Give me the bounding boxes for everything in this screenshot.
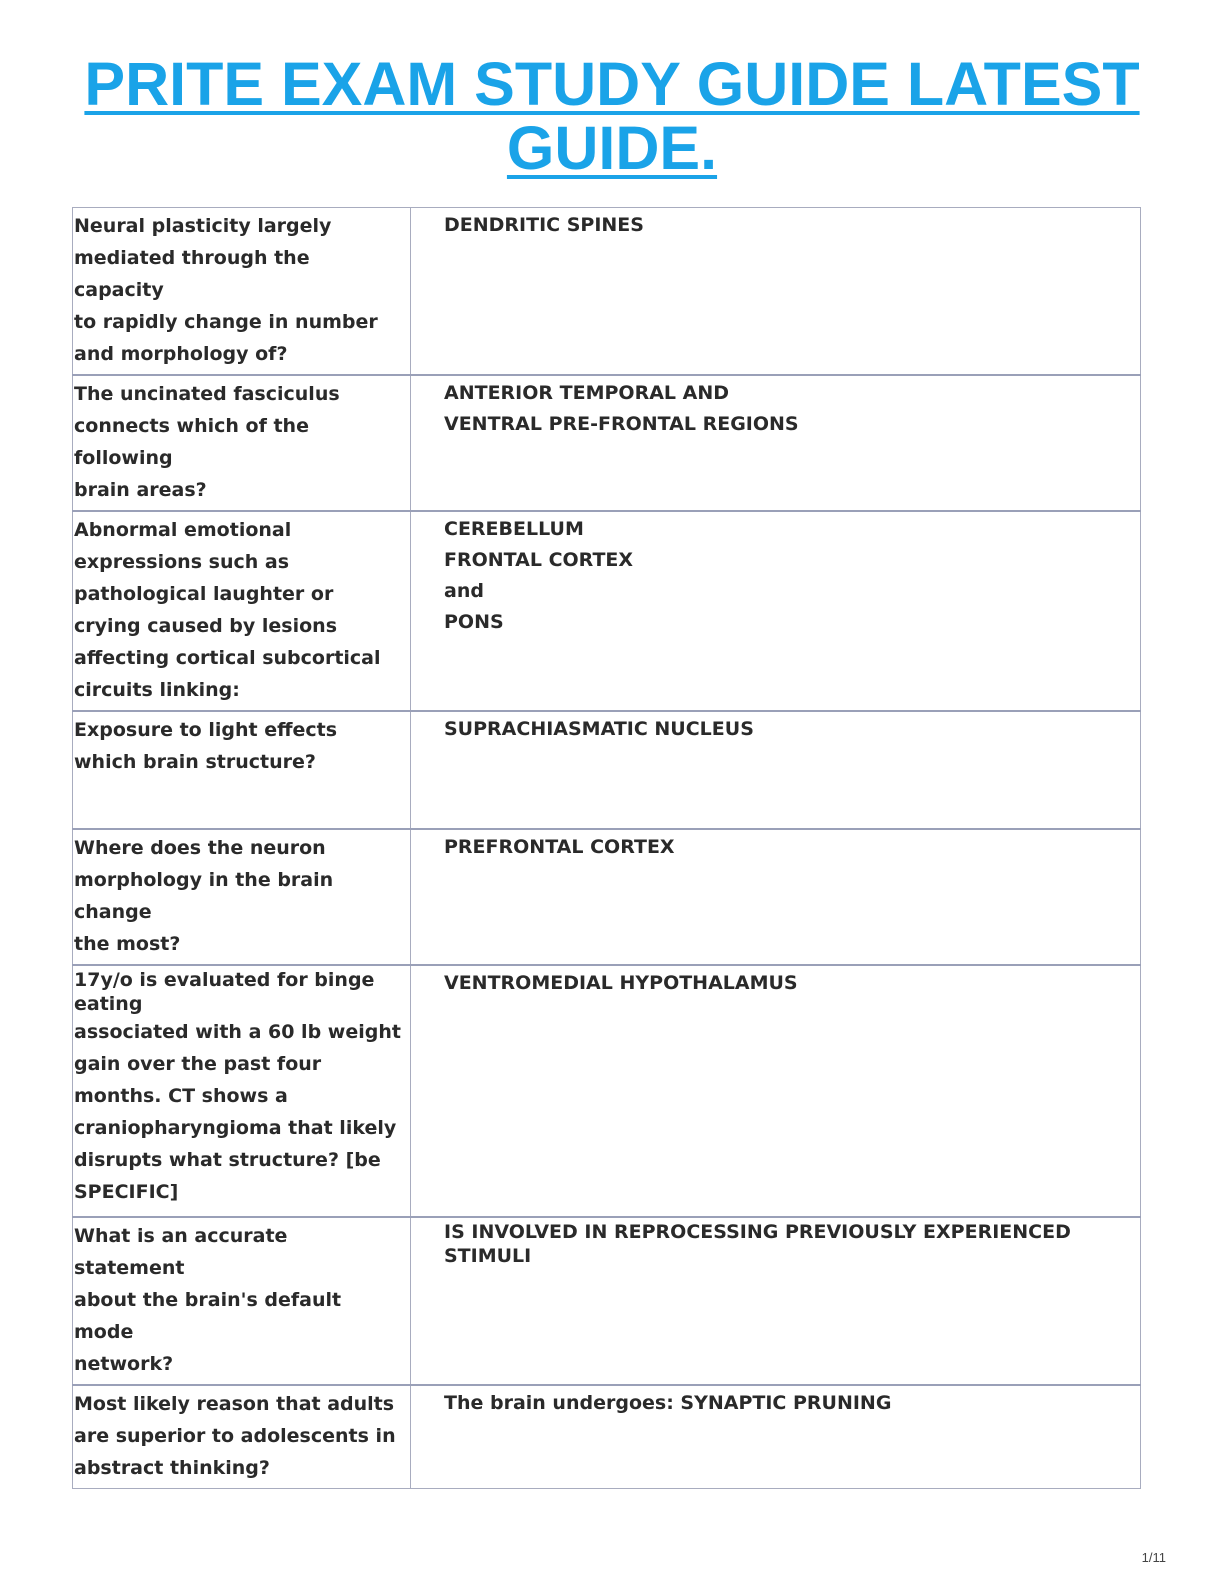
question-text: expressions such as xyxy=(74,551,290,573)
question-text: disrupts what structure? [be xyxy=(74,1149,381,1171)
question-text: Abnormal emotional xyxy=(74,519,292,541)
table-row xyxy=(73,829,1141,965)
answer-text: CEREBELLUM xyxy=(444,518,584,540)
question-cell xyxy=(73,375,411,511)
answer-cell xyxy=(411,208,1141,376)
question-text: crying caused by lesions xyxy=(74,615,338,637)
answer-cell xyxy=(411,829,1141,965)
answer-text: PREFRONTAL CORTEX xyxy=(444,836,675,858)
question-text: gain over the past four xyxy=(74,1053,322,1075)
title-line-2: GUIDE. xyxy=(506,114,718,182)
table-row xyxy=(73,375,1141,511)
question-text: What is an accurate statement xyxy=(74,1225,288,1279)
question-text: Neural plasticity largely xyxy=(74,215,332,237)
question-text: affecting cortical subcortical xyxy=(74,647,381,669)
question-cell xyxy=(73,1385,411,1489)
page-number: 1/11 xyxy=(1141,1550,1166,1565)
answer-text: FRONTAL CORTEX xyxy=(444,549,634,571)
answer-cell xyxy=(411,965,1141,1217)
answer-text: STIMULI xyxy=(444,1245,532,1267)
question-text: are superior to adolescents in xyxy=(74,1425,396,1447)
title-line-1: PRITE EXAM STUDY GUIDE LATEST xyxy=(84,50,1140,118)
question-text: SPECIFIC] xyxy=(74,1181,179,1203)
question-cell xyxy=(73,1217,411,1385)
question-text: Most likely reason that adults xyxy=(74,1393,395,1415)
answer-text: and xyxy=(444,580,484,602)
question-cell xyxy=(73,208,411,376)
answer-text: ANTERIOR TEMPORAL AND xyxy=(444,382,729,404)
table-row xyxy=(73,711,1141,829)
answer-text: The brain undergoes: SYNAPTIC PRUNING xyxy=(444,1392,892,1414)
answer-cell xyxy=(411,1385,1141,1489)
answer-cell xyxy=(411,375,1141,511)
answer-text: SUPRACHIASMATIC NUCLEUS xyxy=(444,718,754,740)
question-text: craniopharyngioma that likely xyxy=(74,1117,397,1139)
question-cell xyxy=(73,829,411,965)
question-text: the most? xyxy=(74,933,181,955)
question-text: network? xyxy=(74,1353,174,1375)
question-text: The uncinated fasciculus xyxy=(74,383,340,405)
question-text: 17y/o is evaluated for binge xyxy=(74,969,375,991)
question-text: connects which of the following xyxy=(74,415,309,469)
question-cell xyxy=(73,711,411,829)
table-row xyxy=(73,511,1141,711)
question-text: to rapidly change in number xyxy=(74,311,378,333)
answer-cell xyxy=(411,511,1141,711)
question-cell xyxy=(73,965,411,1217)
question-text: brain areas? xyxy=(74,479,207,501)
answer-text: IS INVOLVED IN REPROCESSING PREVIOUSLY EXPERIENCED xyxy=(444,1221,1071,1243)
answer-text: DENDRITIC SPINES xyxy=(444,214,644,236)
table-row xyxy=(73,965,1141,1217)
question-text: eating xyxy=(74,993,143,1015)
question-text: Where does the neuron xyxy=(74,837,326,859)
answer-text: VENTRAL PRE-FRONTAL REGIONS xyxy=(444,413,799,435)
document-title xyxy=(0,52,1224,180)
answer-text: VENTROMEDIAL HYPOTHALAMUS xyxy=(444,972,798,994)
question-cell xyxy=(73,511,411,711)
question-text: morphology in the brain change xyxy=(74,869,334,923)
answer-cell xyxy=(411,711,1141,829)
question-text: mediated through the capacity xyxy=(74,247,310,301)
question-text: circuits linking: xyxy=(74,679,240,701)
question-text: which brain structure? xyxy=(74,751,316,773)
qa-table xyxy=(72,207,1141,1489)
question-text: pathological laughter or xyxy=(74,583,334,605)
question-text: and morphology of? xyxy=(74,343,288,365)
table-row xyxy=(73,1217,1141,1385)
table-row xyxy=(73,208,1141,376)
question-text: months. CT shows a xyxy=(74,1085,288,1107)
question-text: about the brain's default mode xyxy=(74,1289,342,1343)
answer-cell xyxy=(411,1217,1141,1385)
answer-text: PONS xyxy=(444,611,504,633)
table-row xyxy=(73,1385,1141,1489)
question-text: associated with a 60 lb weight xyxy=(74,1021,401,1043)
question-text: abstract thinking? xyxy=(74,1457,270,1479)
question-text: Exposure to light effects xyxy=(74,719,338,741)
